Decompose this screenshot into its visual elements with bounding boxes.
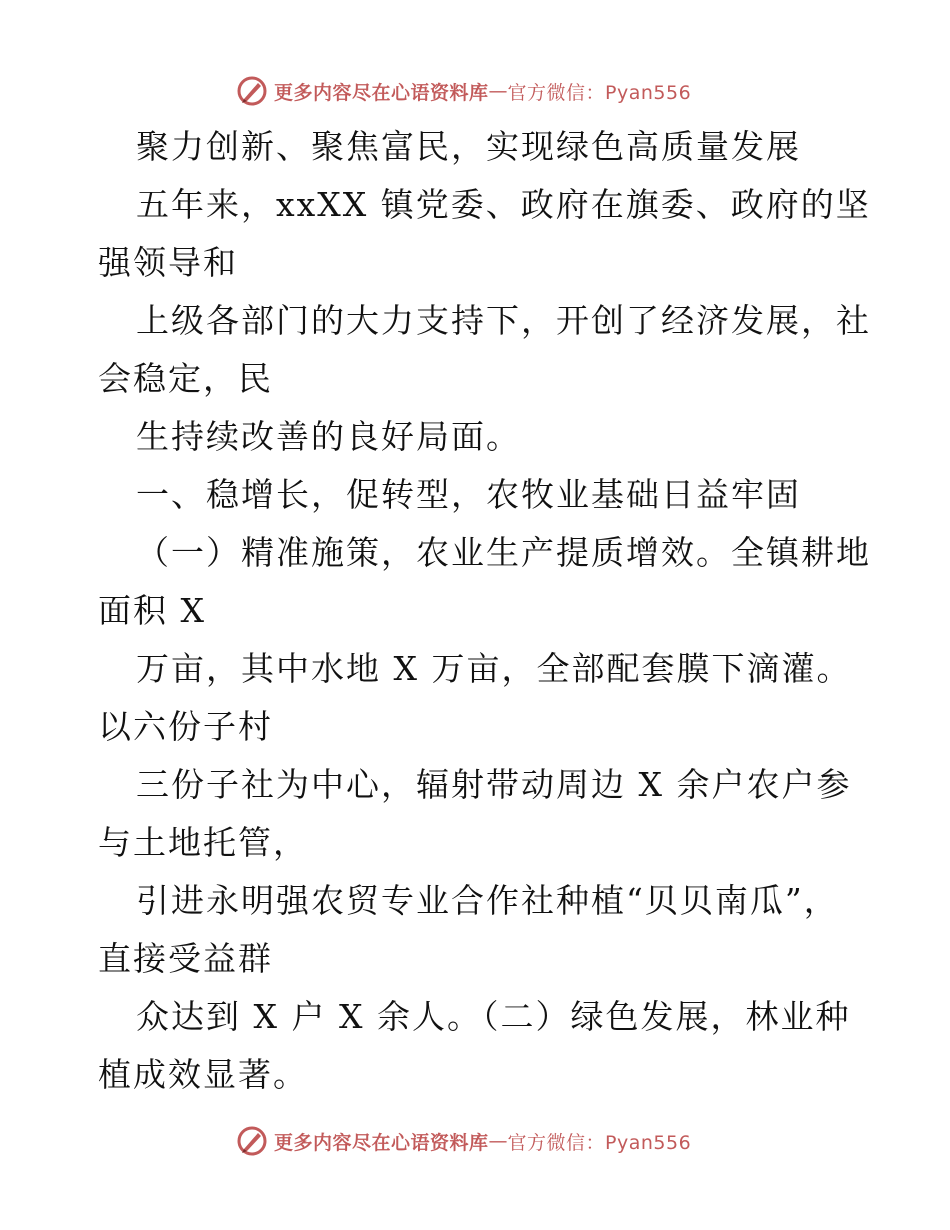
document-body <box>98 118 871 1104</box>
text-line: 强领导和 <box>98 243 238 282</box>
banner-dash: — <box>488 1130 508 1152</box>
text-line: 直接受益群 <box>98 939 273 978</box>
text-line: 与土地托管， <box>98 823 308 862</box>
banner-contact: 官方微信：Pyan556 <box>507 1131 692 1154</box>
header-banner <box>236 74 691 108</box>
quill-logo-icon <box>236 1125 268 1157</box>
text-line: 万亩，其中水地 X 万亩，全部配套膜下滴灌。 <box>136 649 852 688</box>
text-line: 聚力创新、聚焦富民，实现绿色高质量发展 <box>136 127 801 166</box>
text-line: 以六份子村 <box>98 707 273 746</box>
text-line: 引进永明强农贸专业合作社种植“贝贝南瓜”， <box>136 881 839 920</box>
text-line: 五年来，xxXX 镇党委、政府在旗委、政府的坚 <box>136 185 871 224</box>
banner-dash: — <box>488 80 508 102</box>
text-line: 面积 X <box>98 591 206 630</box>
footer-banner <box>236 1124 691 1158</box>
text-line: 众达到 X 户 X 余人。（二）绿色发展，林业种 <box>136 997 851 1036</box>
text-line: 三份子社为中心，辐射带动周边 X 余户农户参 <box>136 765 852 804</box>
text-line: 上级各部门的大力支持下，开创了经济发展，社 <box>136 301 871 340</box>
text-line: 生持续改善的良好局面。 <box>136 417 521 456</box>
text-line: 植成效显著。 <box>98 1055 308 1094</box>
quill-logo-icon <box>236 75 268 107</box>
banner-contact: 官方微信：Pyan556 <box>507 81 692 104</box>
banner-slogan: 更多内容尽在心语资料库 <box>274 1131 489 1154</box>
banner-slogan: 更多内容尽在心语资料库 <box>274 81 489 104</box>
text-line: 会稳定，民 <box>98 359 273 398</box>
text-line: （一）精准施策，农业生产提质增效。全镇耕地 <box>136 533 871 572</box>
text-line: 一、稳增长，促转型，农牧业基础日益牢固 <box>136 475 801 514</box>
